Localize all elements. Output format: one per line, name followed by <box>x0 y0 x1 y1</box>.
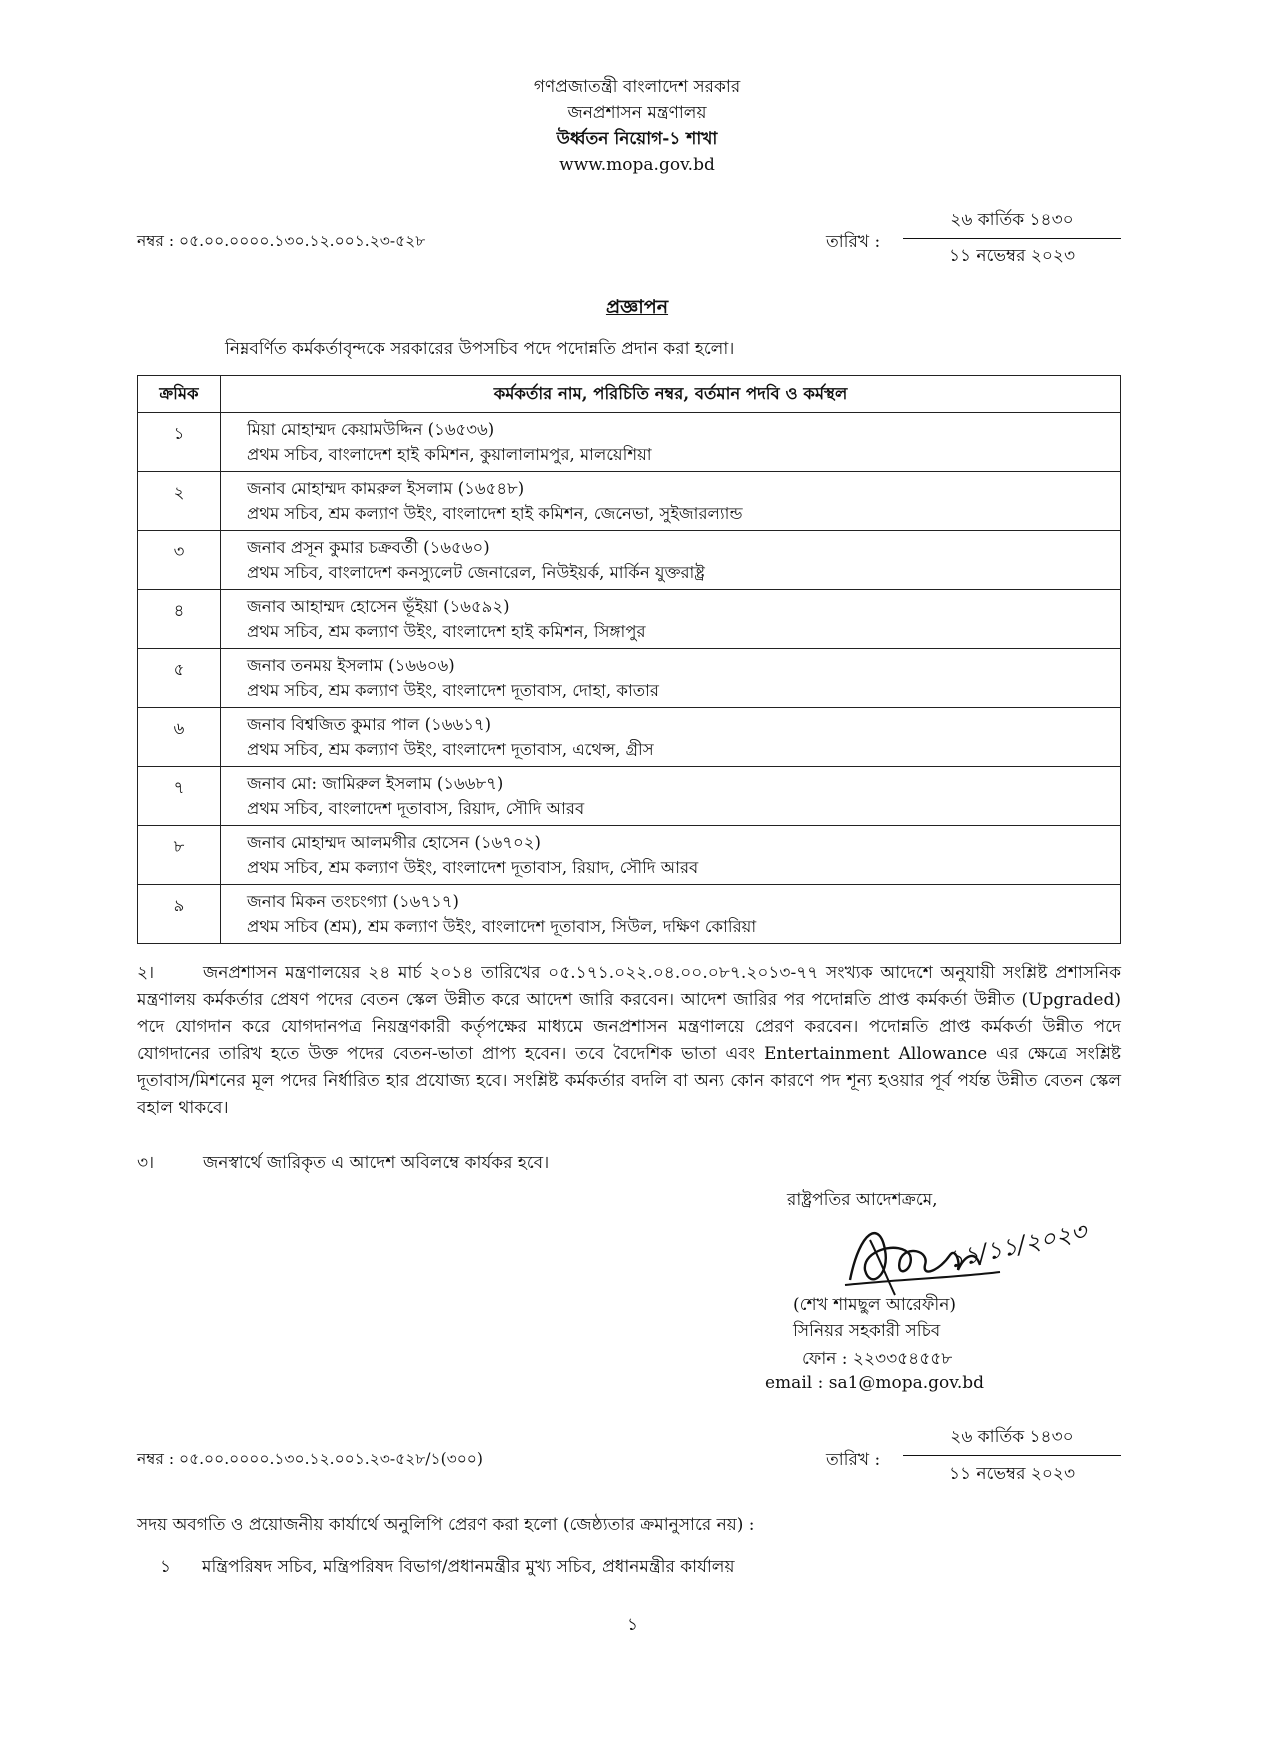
paragraph-2 <box>137 960 1121 1122</box>
date-divider <box>903 238 1121 239</box>
officer-name: জনাব মোহাম্মদ কামরুল ইসলাম (১৬৫৪৮) <box>247 479 525 498</box>
paragraph-2-number: ২। <box>137 963 155 983</box>
handwritten-signature <box>840 1210 1100 1300</box>
officer-name: জনাব মো: জামিরুল ইসলাম (১৬৬৮৭) <box>247 774 504 793</box>
signatory-phone: ফোন : ২২৩৩৫৪৫৫৮ <box>802 1349 953 1369</box>
officer-name: জনাব মোহাম্মদ আলমগীর হোসেন (১৬৭০২) <box>247 833 541 852</box>
table-row <box>138 590 1121 649</box>
table-row <box>138 708 1121 767</box>
table-row <box>138 413 1121 472</box>
date-bangla: ২৬ কার্তিক ১৪৩০ <box>950 210 1074 230</box>
distribution-item-text: মন্ত্রিপরিষদ সচিব, মন্ত্রিপরিষদ বিভাগ/প্রধানমন্ত্রীর মুখ্য সচিব, প্রধানমন্ত্রীর কার্যালয় <box>202 1557 735 1577</box>
paragraph-2-text: জনপ্রশাসন মন্ত্রণালয়ের ২৪ মার্চ ২০১৪ তারিখের ০৫.১৭১.০২২.০৪.০০.০৮৭.২০১৩-৭৭ সংখ্যক আদেশে অনুযায়ী সংশ্লিষ্ট প্রশাসনিক মন্ত্রণালয় কর্মকর্তার প্রেষণ পদের বেতন স্কেল উন্নীত করে আদেশ জারি করবেন। আদেশ জারির পর পদোন্নতি প্রাপ্ত কর্মকর্তা উন্নীত (Upgraded) পদে যোগদান করে যোগদানপত্র নিয়ন্ত্রণকারী কর্তৃপক্ষের মাধ্যমে জনপ্রশাসন মন্ত্রণালয়ে প্রেরণ করবেন। পদোন্নতি প্রাপ্ত কর্মকর্তা উন্নীত পদে যোগদানের তারিখ হতে উক্ত পদের বেতন-ভাতা প্রাপ্য হবেন। তবে বৈদেশিক ভাতা এবং Entertainment Allowance এর ক্ষেত্রে সংশ্লিষ্ট দূতাবাস/মিশনের মূল পদের নির্ধারিত হার প্রযোজ্য হবে। সংশ্লিষ্ট কর্মকর্তার বদলি বা অন্য কোন কারণে পদ শূন্য হওয়ার পূর্ব পর্যন্ত উন্নীত বেতন স্কেল বহাল থাকবে। <box>137 963 1121 1118</box>
table-row <box>138 649 1121 708</box>
date-label: তারিখ : <box>826 232 881 252</box>
officer-name: জনাব প্রসূন কুমার চক্রবর্তী (১৬৫৬০) <box>247 538 490 557</box>
copy-date-divider <box>903 1455 1121 1456</box>
row-details <box>221 413 1121 472</box>
website-link[interactable]: www.mopa.gov.bd <box>559 155 715 175</box>
officer-post: প্রথম সচিব, বাংলাদেশ দূতাবাস, রিয়াদ, সৌদি আরব <box>247 799 585 818</box>
memo-number: নম্বর : ০৫.০০.০০০০.১৩০.১২.০০১.২৩-৫২৮ <box>137 232 426 250</box>
officer-post: প্রথম সচিব (শ্রম), শ্রম কল্যাণ উইং, বাংলাদেশ দূতাবাস, সিউল, দক্ষিণ কোরিয়া <box>247 917 757 936</box>
officer-name: জনাব মিকন তংচংগ্যা (১৬৭১৭) <box>247 892 459 911</box>
copy-memo-number: নম্বর : ০৫.০০.০০০০.১৩০.১২.০০১.২৩-৫২৮/১(৩০০) <box>137 1450 483 1468</box>
government-name: গণপ্রজাতন্ত্রী বাংলাদেশ সরকার <box>533 77 741 97</box>
page-number: ১ <box>627 1615 639 1635</box>
row-serial: ৮ <box>138 826 221 885</box>
column-header-details: কর্মকর্তার নাম, পরিচিতি নম্বর, বর্তমান পদবি ও কর্মস্থল <box>221 376 1121 413</box>
table-row <box>138 826 1121 885</box>
row-serial: ৩ <box>138 531 221 590</box>
copy-date-bangla: ২৬ কার্তিক ১৪৩০ <box>950 1427 1074 1447</box>
copy-date-label: তারিখ : <box>826 1450 881 1470</box>
intro-text: নিম্নবর্ণিত কর্মকর্তাবৃন্দকে সরকারের উপসচিব পদে পদোন্নতি প্রদান করা হলো। <box>225 339 735 359</box>
officer-name: জনাব বিশ্বজিত কুমার পাল (১৬৬১৭) <box>247 715 492 734</box>
officer-post: প্রথম সচিব, শ্রম কল্যাণ উইং, বাংলাদেশ হাই কমিশন, সিঙ্গাপুর <box>247 622 646 641</box>
document-title: প্রজ্ঞাপন <box>605 296 669 318</box>
paragraph-3 <box>137 1150 1121 1177</box>
letterhead <box>437 74 837 178</box>
officer-post: প্রথম সচিব, শ্রম কল্যাণ উইং, বাংলাদেশ দূতাবাস, রিয়াদ, সৌদি আরব <box>247 858 699 877</box>
distribution-intro: সদয় অবগতি ও প্রয়োজনীয় কার্যার্থে অনুলিপি প্রেরণ করা হলো (জেষ্ঠ্যতার ক্রমানুসারে নয়) : <box>137 1515 755 1535</box>
table-row <box>138 472 1121 531</box>
officer-post: প্রথম সচিব, শ্রম কল্যাণ উইং, বাংলাদেশ দূতাবাস, দোহা, কাতার <box>247 681 659 700</box>
row-serial: ৪ <box>138 590 221 649</box>
distribution-item-number: ১ <box>160 1557 172 1577</box>
row-details <box>221 767 1121 826</box>
officer-name: জনাব তনময় ইসলাম (১৬৬০৬) <box>247 656 455 675</box>
row-details <box>221 649 1121 708</box>
officer-name: মিয়া মোহাম্মদ কেয়ামউদ্দিন (১৬৫৩৬) <box>247 420 495 439</box>
officer-post: প্রথম সচিব, শ্রম কল্যাণ উইং, বাংলাদেশ হাই কমিশন, জেনেভা, সুইজারল্যান্ড <box>247 504 743 523</box>
row-serial: ১ <box>138 413 221 472</box>
signatory-email[interactable]: email : sa1@mopa.gov.bd <box>765 1373 985 1393</box>
copy-date-english: ১১ নভেম্বর ২০২৩ <box>948 1464 1076 1484</box>
row-serial: ৬ <box>138 708 221 767</box>
table-row <box>138 531 1121 590</box>
row-details <box>221 531 1121 590</box>
row-details <box>221 708 1121 767</box>
table-row <box>138 767 1121 826</box>
signatory-name: (শেখ শামছুল আরেফীন) <box>793 1295 957 1315</box>
table-row <box>138 885 1121 944</box>
row-serial: ৫ <box>138 649 221 708</box>
row-details <box>221 885 1121 944</box>
ministry-name: জনপ্রশাসন মন্ত্রণালয় <box>567 103 707 123</box>
officer-post: প্রথম সচিব, বাংলাদেশ কনস্যুলেট জেনারেল, নিউইয়র্ক, মার্কিন যুক্তরাষ্ট্র <box>247 563 705 582</box>
row-details <box>221 590 1121 649</box>
row-details <box>221 472 1121 531</box>
row-details <box>221 826 1121 885</box>
officer-post: প্রথম সচিব, বাংলাদেশ হাই কমিশন, কুয়ালালামপুর, মালয়েশিয়া <box>247 445 652 464</box>
officer-post: প্রথম সচিব, শ্রম কল্যাণ উইং, বাংলাদেশ দূতাবাস, এথেন্স, গ্রীস <box>247 740 654 759</box>
column-header-serial: ক্রমিক <box>138 376 221 413</box>
row-serial: ৭ <box>138 767 221 826</box>
signatory-designation: সিনিয়র সহকারী সচিব <box>793 1321 941 1341</box>
handwritten-date: ১১/১১/২০২৩ <box>945 1217 1090 1274</box>
date-english: ১১ নভেম্বর ২০২৩ <box>948 246 1076 266</box>
branch-name: উর্ধ্বতন নিয়োগ-১ শাখা <box>556 129 718 149</box>
row-serial: ৯ <box>138 885 221 944</box>
order-line: রাষ্ট্রপতির আদেশক্রমে, <box>787 1190 938 1210</box>
paragraph-3-number: ৩। <box>137 1153 155 1173</box>
officer-name: জনাব আহাম্মদ হোসেন ভূঁইয়া (১৬৫৯২) <box>247 597 510 616</box>
row-serial: ২ <box>138 472 221 531</box>
officers-table <box>137 375 1121 944</box>
paragraph-3-text: জনস্বার্থে জারিকৃত এ আদেশ অবিলম্বে কার্যকর হবে। <box>203 1153 550 1173</box>
table-header-row <box>138 376 1121 413</box>
